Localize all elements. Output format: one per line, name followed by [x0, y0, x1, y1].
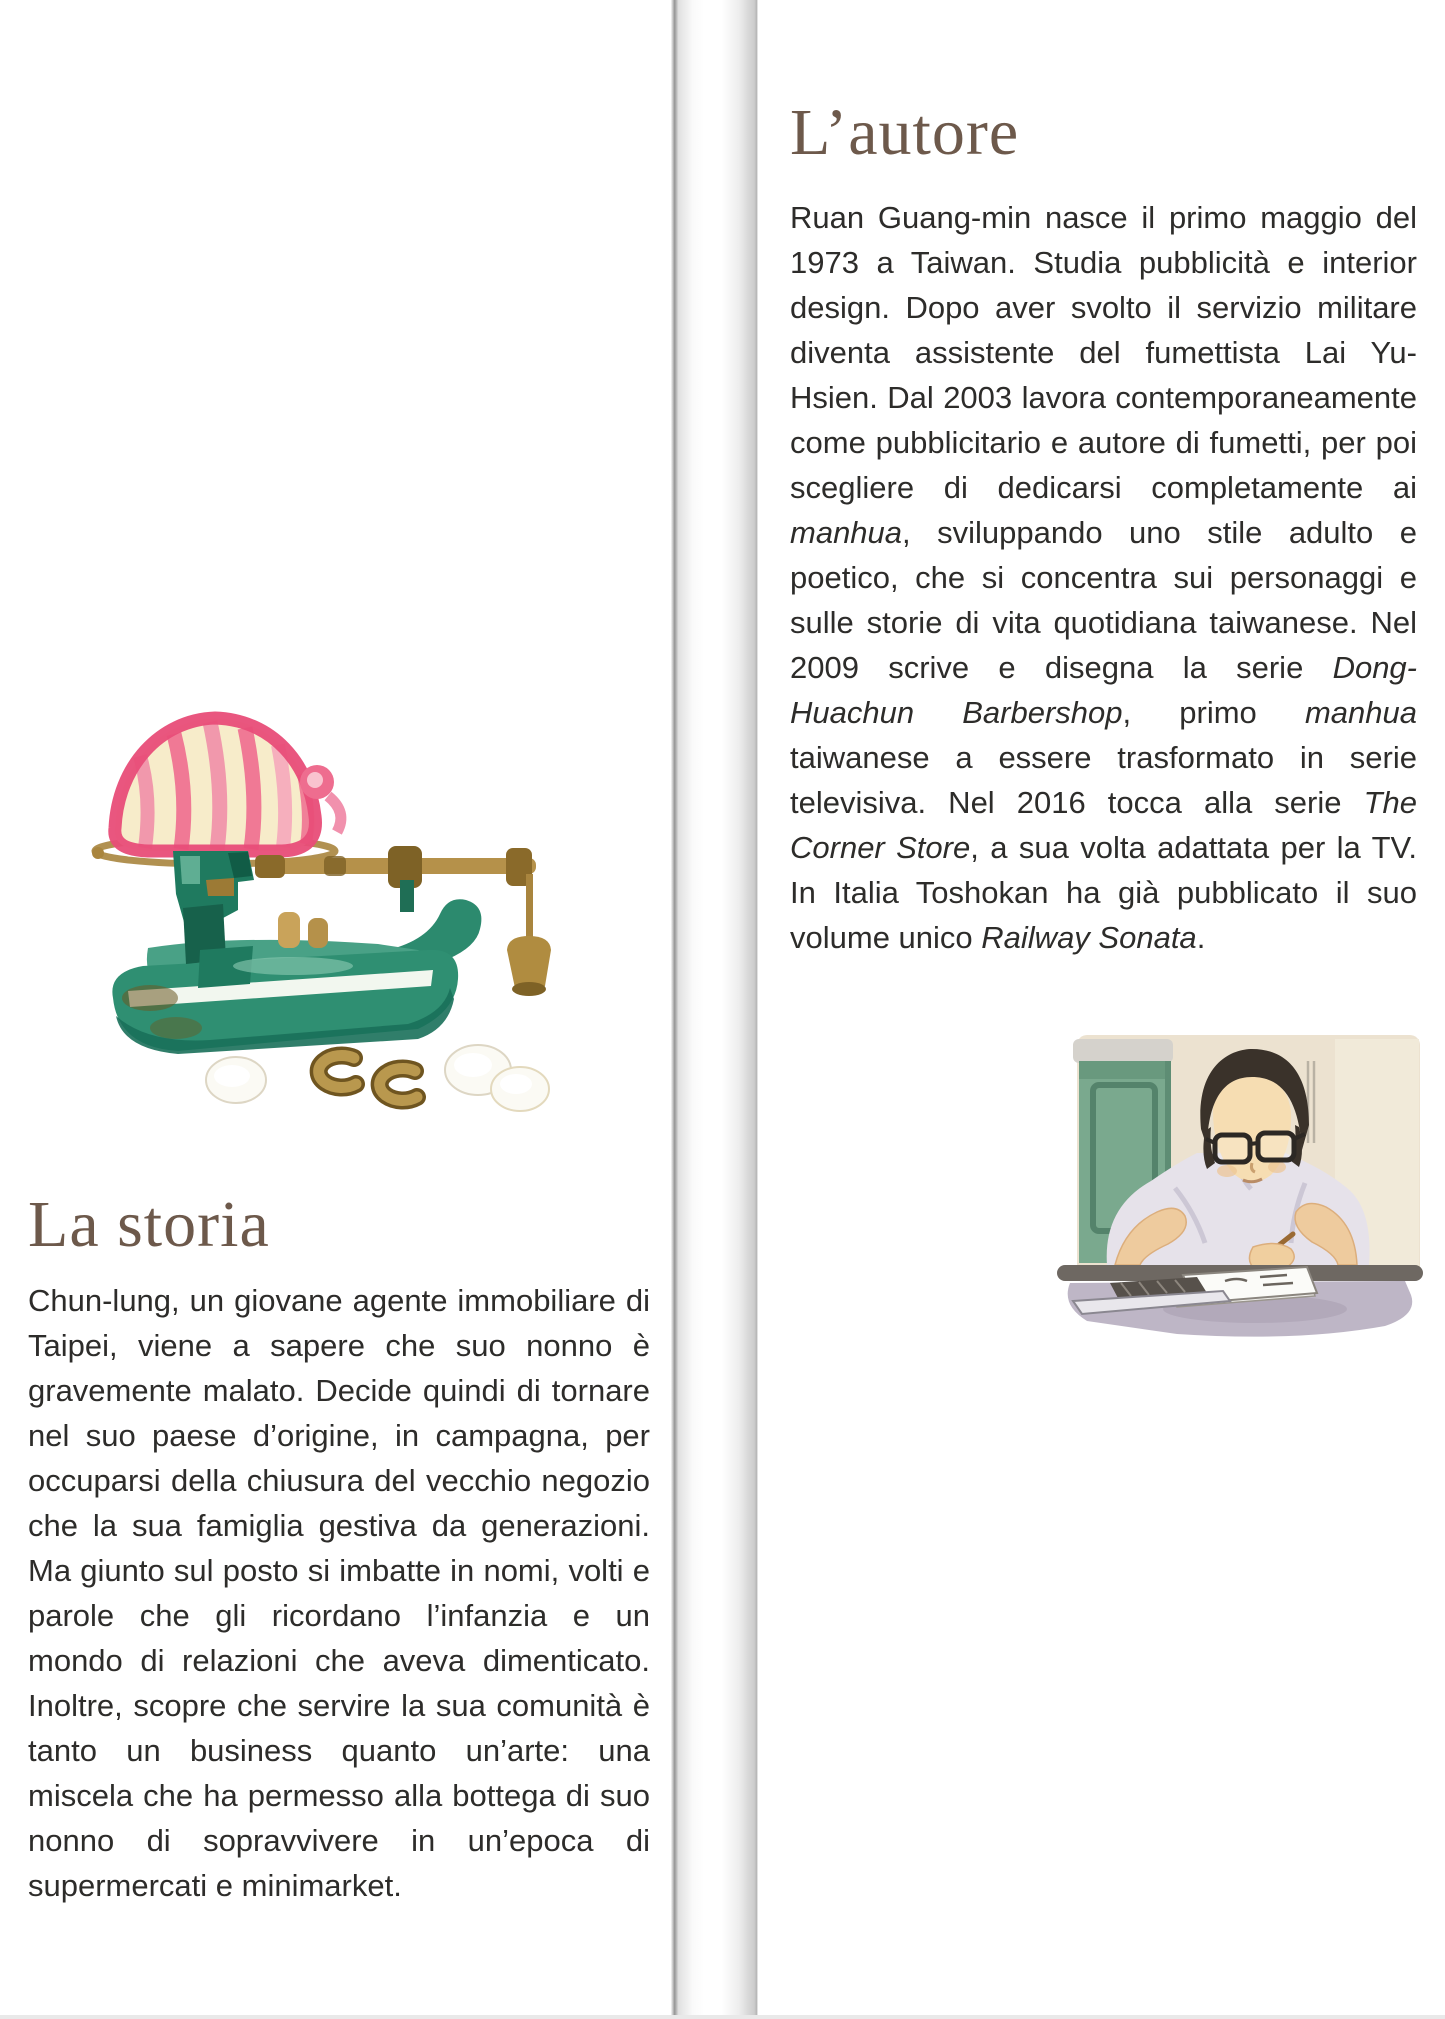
right-page-paragraph: Ruan Guang-min nasce il primo maggio del 1973 a Taiwan. Studia pubblicità e interior design. Dopo aver svolto il servizio militare diventa assistente del fumettista Lai Yu-Hsien. Dal 2003 lavora contemporaneamente come pubblicitario e autore di fumetti, per poi scegliere di dedicarsi completamente ai manhua, sviluppando uno stile adulto e poetico, che si concentra sui personaggi e sulle storie di vita quotidiana taiwanese. Nel 2009 scrive e disegna la serie Dong-Huachun Barbershop, primo manhua taiwanese a essere trasformato in serie televisiva. Nel 2016 tocca alla serie The Corner Store, a sua volta adattata per la TV. In Italia Toshokan ha già pubblicato il suo volume unico Railway Sonata. [790, 200, 1417, 955]
left-page-paragraph: Chun-lung, un giovane agente immobiliare di Taipei, viene a sapere che suo nonno è gravemente malato. Decide quindi di tornare nel suo paese d’origine, in campagna, per occuparsi della chiusura del vecchio negozio che la sua famiglia gestiva da generazioni. Ma giunto sul posto si imbatte in nomi, volti e parole che gli ricordano l’infanzia e un mondo di relazioni che aveva dimenticato. Inoltre, scopre che servire la sua comunità è tanto un business quanto un’arte: una miscela che ha permesso alla bottega di suo nonno di sopravvivere in un’epoca di supermercati e minimarket. [28, 1283, 650, 1903]
scale-base [112, 899, 481, 1054]
right-page-title: L’autore [790, 96, 1020, 169]
author-illustration [1055, 1003, 1425, 1348]
scale-illustration [88, 698, 553, 1113]
coins [319, 1055, 417, 1100]
page-bottom-edge [0, 2015, 1445, 2019]
desk [1057, 1265, 1423, 1337]
scale-hanging-pan [507, 874, 551, 996]
scale-beam [255, 846, 536, 912]
left-page-title: La storia [28, 1188, 270, 1261]
scale-dome-cover [115, 718, 341, 851]
page-gutter-shadow [664, 0, 760, 2016]
